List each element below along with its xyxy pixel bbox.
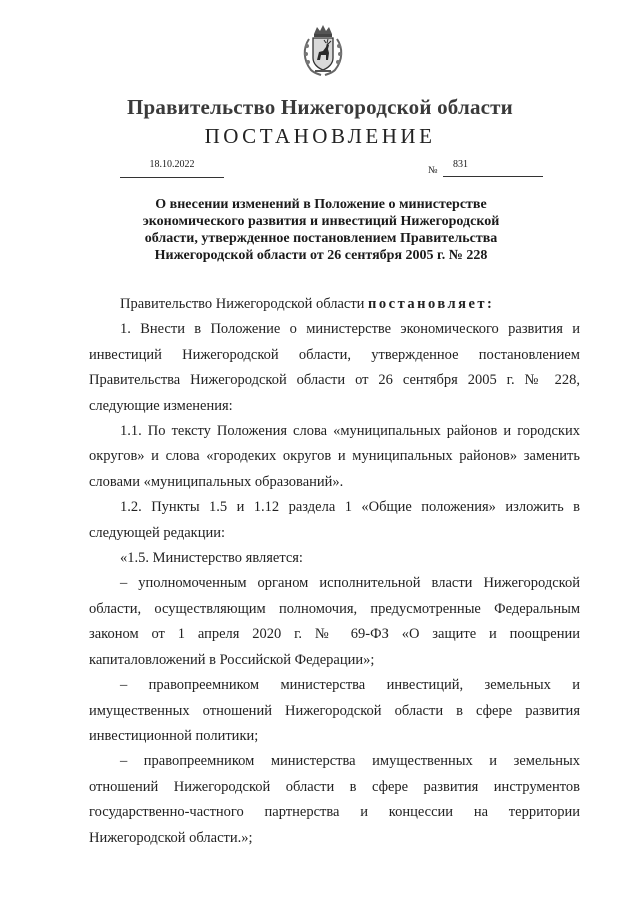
intro-paragraph [89, 292, 580, 317]
paragraph: 1.2. Пункты 1.5 и 1.12 раздела 1 «Общие положения» изложить в следующей редакции: [89, 499, 580, 541]
document-subject: О внесении изменений в Положение о министерстве экономического развития и инвестиций Нижегородской области, утвержденное постановлением Правительства Нижегородской области от 26 сентября 2005 г. № 228 [142, 197, 500, 263]
paragraph: – правопреемником министерства имущественных и земельных отношений Нижегородской области в сфере развития инструментов государственно-частного партнерства и концессии на территории Нижегородской области.»; [89, 753, 580, 846]
paragraph: – уполномоченным органом исполнительной власти Нижегородской области, осуществляющим полномочия, предусмотренные Федеральным законом от 1 апреля 2020 г. № 69-ФЗ «О защите и поощрении капиталовложений в Российской Федерации»; [89, 575, 580, 668]
intro-lead: Правительство Нижегородской области [120, 296, 369, 312]
paragraph: 1.1. По тексту Положения слова «муниципальных районов и городских округов» и слова «городеких округов и муниципальных районов» заменить словами «муниципальных образований». [89, 423, 580, 490]
document-body [89, 292, 580, 851]
paragraph: «1.5. Министерство является: [120, 550, 303, 567]
paragraph: – правопреемником министерства инвестиций, земельных и имущественных отношений Нижегородской области в сфере развития инвестиционной политики; [89, 677, 580, 744]
date-field: 18.10.2022 [120, 159, 224, 178]
decree-word: постановляет: [368, 296, 495, 312]
coat-of-arms-icon [301, 24, 345, 76]
document-type: ПОСТАНОВЛЕНИЕ [204, 124, 436, 148]
number-label: № [428, 165, 438, 176]
number-field: 831 [443, 159, 543, 177]
paragraph: 1. Внести в Положение о министерстве экономического развития и инвестиций Нижегородской области, утвержденное постановлением Правительства Нижегородской области от 26 сентября 2005 г. № 228, следующие изменения: [89, 321, 580, 414]
government-title: Правительство Нижегородской области [127, 95, 513, 119]
